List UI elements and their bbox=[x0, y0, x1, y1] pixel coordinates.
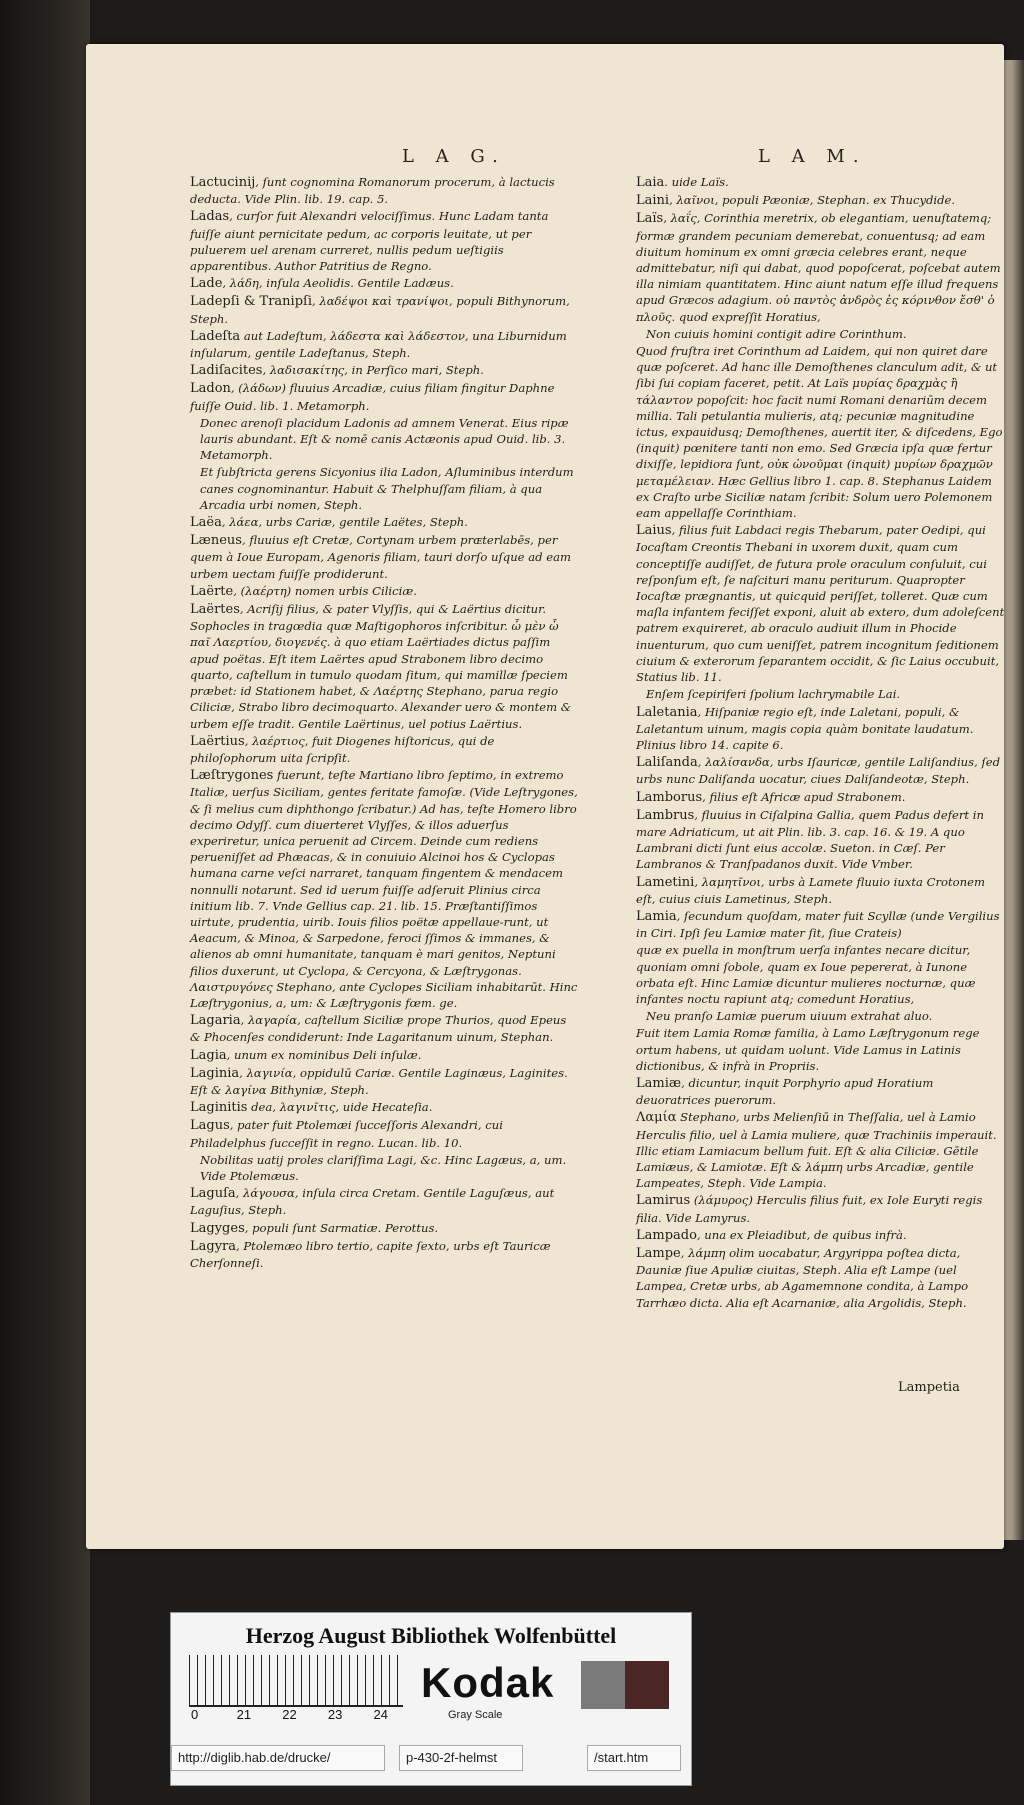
dictionary-entry bbox=[636, 908, 1008, 941]
dark-swatch bbox=[625, 1661, 669, 1709]
entry-text: , (λαέρτη) nomen urbis Ciliciæ. bbox=[233, 583, 417, 598]
dictionary-entry bbox=[190, 601, 580, 732]
dictionary-entry bbox=[636, 1192, 1008, 1225]
dictionary-entry bbox=[636, 1075, 1008, 1108]
entry-text: Stephano, urbs Melienſiū in Theſſalia, uel à Lamio Herculis filio, uel à Lamia muliere, quæ Trachiniis imperauit. Illic etiam Lamiacum bellum fuit. Eſt & alia Ciliciæ. Gētile Lamiæus, & Lamiotæ. Eſt & λάμπη urbs Arcadiæ, gentile Lampeates, Steph. Vide Lampia. bbox=[636, 1110, 997, 1191]
entry-text: , unum ex nominibus Deli inſulæ. bbox=[226, 1047, 422, 1062]
dictionary-entry bbox=[636, 1227, 1008, 1244]
entry-text: , Hiſpaniæ regio eſt, inde Laletani, populi, & Laletantum uinum, magis copia quàm bonitate laudatum. Plinius libro 14. capite 6. bbox=[636, 704, 974, 752]
entry-headword: Laërte bbox=[190, 583, 234, 599]
dictionary-entry bbox=[190, 362, 580, 379]
dictionary-entry bbox=[190, 532, 580, 582]
entry-headword: Laëa bbox=[190, 515, 222, 531]
entry-text: , λαγινία, oppidulū Cariæ. Gentile Laginæus, Laginites. Eſt & λαγίνα Bithyniæ, Steph. bbox=[190, 1065, 568, 1097]
entry-text: , (λάδων) fluuius Arcadiæ, cuius filiam fingitur Daphne fuiſſe Ouid. lib. 1. Metamorph. bbox=[190, 381, 555, 413]
entry-text: , λαδέψοι καὶ τρανίψοι, populi Bithynorum, Steph. bbox=[190, 294, 570, 326]
dictionary-entry bbox=[190, 380, 580, 413]
scan-left-edge bbox=[0, 0, 90, 1805]
entry-text: Et ſubſtricta gerens Sicyonius ilia Ladon, Aſluminibus interdum canes cognominantur. Habuit & Thelphuſſam filiam, à qua Arcadia urbi nomen, Steph. bbox=[200, 465, 574, 512]
entry-headword: Ladiſacites bbox=[190, 363, 263, 379]
dictionary-entry bbox=[636, 326, 1008, 342]
entry-text: , λαέρτιος, fuit Diogenes hiſtoricus, qui de philoſophorum uita ſcripſit. bbox=[190, 733, 495, 765]
dictionary-entry bbox=[636, 789, 1008, 806]
entry-headword: Laletania bbox=[636, 704, 698, 720]
dictionary-entry bbox=[190, 328, 580, 361]
entry-headword: Læſtrygones bbox=[190, 768, 274, 784]
entry-headword: Laius bbox=[636, 523, 672, 539]
entry-headword: Lagyra bbox=[190, 1238, 237, 1254]
dictionary-entry bbox=[190, 1185, 580, 1218]
dictionary-entry bbox=[636, 192, 1008, 209]
kodak-logo: Kodak bbox=[421, 1659, 555, 1706]
entry-text: Quod fruſtra iret Corinthum ad Laidem, qui non quiret dare quæ poſceret. Ad hanc ille Demoſthenes clanculum adit, & ut ſibi ſui copiam faceret, petit. At Laïs μυρίας δραχμὰς ἢ τάλαντον popoſcit: hoc facit numi Romani denariūm decem millia. Tali petulantia mulieris, atq; pecuniæ magnitudine ictus, expauidusq; Demoſthenes, auertit iter, & diſcedens, Ego (inquit) pœnitere tanti non emo. Sed Græcia ipſa quæ fertur dixiſſe, lepidiora ſunt, οὐκ ὠνοῦμαι (inquit) μυρίων δραχμῶν μεταμέλειαν. Hæc Gellius libro 1. cap. 8. Stephanus Laidem ex Craſto urbe Siciliæ natam ſcribit: Solum uero Polemonem eam appellaſſe Corinthiam. bbox=[636, 344, 1003, 521]
url-row bbox=[171, 1745, 691, 1773]
dictionary-entry bbox=[636, 174, 1008, 191]
entry-text: fuerunt, teſte Martiano libro ſeptimo, in extremo Italiæ, uerſus Siciliam, gentes feritate famoſæ. (Vide Leſtrygones, & ſi melius cum diphthongo ſcribatur.) Ad has, teſte Homero libro decimo Odyſſ. cum diuerteret Vlyſſes, & illos aduerſus experiretur, unica peruenit ad Circem. Deinde cum rediens perueniſſet ad Phæacas, & in conuiuio Alcinoi hos & Cyclopas humana carne veſci narraret, tanquam fingentem & mendacem nonnulli notarunt. Sed id uerum fuiſſe adſeruit Plinius circa initium lib. 7. Vnde Gellius cap. 21. lib. 15. Præſtantiſſimos uirtute, prudentia, uirib. Iouis filios poëtæ appellaue-runt, ut Aeacum, & Minoa, & Sarpedone, feroci ſſimos & immanes, & alienos ab omni humanitate, tanquam è mari genitos, Neptuni filios duxerunt, ut Cyclopa, & Cercyona, & Læſtrygonas. Λαιστρυγόνες Stephano, ante Cyclopes Siciliam inhabitarūt. Hinc Læſtrygonius, a, um: & Læſtrygonis fœm. ge. bbox=[190, 768, 578, 1010]
dictionary-entry bbox=[636, 1025, 1008, 1074]
entry-text: quæ ex puella in monſtrum uerſa infantes necare dicitur, quoniam omni ſobole, quam ex Ioue pepererat, à Iunone orbata eſt. Hinc Lamiæ dicuntur mulieres nocturnæ, quæ infantes noctu rapiunt atq; comedunt Horatius, bbox=[636, 943, 976, 1006]
entry-headword: Ladas bbox=[190, 209, 230, 225]
entry-text: , λάεα, urbs Cariæ, gentile Laëtes, Steph. bbox=[221, 515, 468, 530]
dictionary-entry bbox=[190, 415, 580, 464]
entry-text: Enſem ſcepiriferi ſpolium lachrymabile Lai. bbox=[646, 687, 901, 702]
entry-headword: Lagia bbox=[190, 1047, 227, 1063]
entry-text: , filius fuit Labdaci regis Thebarum, pater Oedipi, qui Iocaſtam Creontis Thebani in uxorem duxit, quam cum conceptiſſe audiſſet, de futura prole oraculum conſuluit, cui reſponſum eſt, ſe naſcituri manu periturum. Quapropter Iocaſtæ prægnantis, ut quicquid periſſet, tolleret. Quæ cum maſla infantem feciſſet exponi, aluit ab extero, dum adoleſcent patrem exquireret, ab oraculo audiuit illum in Phocide inuenturum, quo cum ueniſſet, patrem incognitum ſeditionem ciuium & exterorum ſeparantem occidit, & ſic Laius occubuit, Statius lib. 11. bbox=[636, 523, 1005, 685]
entry-headword: Læneus bbox=[190, 533, 242, 549]
entry-headword: Lampe bbox=[636, 1246, 681, 1261]
entry-text: , λαγαρία, caſtellum Siciliæ prope Thurios, quod Epeus & Phocenſes condiderunt: Inde Lagaritanum uinum, Stephan. bbox=[190, 1013, 567, 1045]
entry-text: , ſecundum quoſdam, mater fuit Scyllæ (unde Vergilius in Ciri. Ipſi ſeu Lamiæ mater ſit, ſiue Crateis) bbox=[636, 908, 1000, 941]
dictionary-entry bbox=[636, 210, 1008, 324]
entry-text: , λαῖνοι, populi Pæoniæ, Stephan. ex Thucydide. bbox=[669, 193, 956, 208]
catchword: Lampetia bbox=[898, 1380, 960, 1395]
entry-text: , λαδισακίτης, in Perſico mari, Steph. bbox=[262, 363, 484, 378]
entry-headword: Laguſa bbox=[190, 1186, 236, 1202]
dictionary-entry bbox=[190, 1065, 580, 1098]
dictionary-entry bbox=[190, 1012, 580, 1045]
entry-text: , λαλίσανδα, urbs Iſauricæ, gentile Laliſandius, ſed urbs nunc Daliſanda uocatur, ciues Daliſandeotæ, Steph. bbox=[636, 755, 1001, 787]
entry-headword: Lambrus bbox=[636, 807, 695, 823]
dictionary-entry bbox=[636, 343, 1008, 521]
entry-text: aut Ladeſtum, λάδεστα καὶ λάδεστον, una Liburnidum inſularum, gentile Ladeſtanus, Steph. bbox=[190, 328, 567, 361]
url-id-link[interactable]: p-430-2f-helmst bbox=[399, 1745, 523, 1771]
entry-text: dea, λαγινῖτις, uide Hecateſia. bbox=[247, 1100, 433, 1115]
dictionary-entry bbox=[190, 733, 580, 766]
entry-text: , λάμπη olim uocabatur, Argyrippa poſtea dicta, Dauniæ ſiue Apuliæ ciuitas, Steph. Alia eſt Lampe (uel Lampea, Cretæ urbs, ab Agamemnone condita, à Lampo Tarrhæo dicta. Alia eſt Acarnaniæ, alia Argolidis, Steph. bbox=[636, 1246, 969, 1310]
entry-headword: Lagyges bbox=[190, 1220, 245, 1236]
entry-text: , λαΐς, Corinthia meretrix, ob elegantiam, uenuſtatemq; formæ grandem pecuniam demerebat, conuentusq; ad eam diuitum hominum ex omni græcia celebres erant, neque admittebatur, niſi qui dabat, quod popoſcerat, poſcebat autem illa nimiam quantitatem. Hinc aiunt natum eſſe illud frequens apud Græcos adagium. οὐ παντὸς ἀνδρὸς ἐς κόρινθον ἔσθ' ὁ πλοῦς. quod expreſſit Horatius, bbox=[636, 211, 1001, 324]
entry-text: , curſor fuit Alexandri velociſſimus. Hunc Ladam tanta fuiſſe aiunt pernicitate pedum, ac corporis leuitate, ut per puluerem uel arenam curreret, nullis pedum ueſtigiis apparentibus. Author Patritius de Regno. bbox=[190, 209, 549, 274]
dictionary-entry bbox=[190, 514, 580, 531]
entry-headword: Lamirus bbox=[636, 1193, 691, 1209]
entry-text: , λάδη, inſula Aeolidis. Gentile Ladæus. bbox=[222, 276, 454, 291]
ruler-number: 0 bbox=[191, 1707, 199, 1722]
dictionary-entry bbox=[190, 1152, 580, 1184]
ruler-number: 23 bbox=[327, 1707, 343, 1722]
library-color-strip bbox=[170, 1612, 692, 1786]
entry-headword: Laginitis bbox=[190, 1100, 248, 1116]
url-base-link[interactable]: http://diglib.hab.de/drucke/ bbox=[171, 1745, 385, 1771]
entry-headword: Lade bbox=[190, 276, 223, 292]
dictionary-entry bbox=[190, 1117, 580, 1150]
running-head-right: L A M. bbox=[758, 146, 867, 167]
entry-headword: Laliſanda bbox=[636, 755, 698, 771]
entry-headword: Laginia bbox=[190, 1065, 240, 1081]
entry-headword: Lactucinij bbox=[190, 175, 256, 190]
entry-text: , λαμητῖνοι, urbs à Lamete fluuio iuxta Crotonem eſt, cuius ciuis Lametinus, Steph. bbox=[636, 874, 985, 906]
entry-text: (λάμυρος) Herculis filius fuit, ex Iole Euryti regis filia. Vide Lamyrus. bbox=[636, 1193, 983, 1225]
entry-text: Fuit item Lamia Romæ familia, à Lamo Læſtrygonum rege ortum habens, ut quidam uolunt. Vide Lamus in Latinis dictionibus, & infrà in Propriis. bbox=[636, 1026, 980, 1073]
dictionary-entry bbox=[636, 686, 1008, 702]
ruler-scale bbox=[189, 1655, 403, 1707]
entry-headword: Ladepſi & Tranipſi bbox=[190, 294, 312, 310]
entry-text: Neu pranſo Lamiæ puerum uiuum extrahat aluo. bbox=[646, 1009, 933, 1024]
dictionary-entry bbox=[636, 807, 1008, 873]
entry-text: , fluuius in Ciſalpina Gallia, quem Padus defert in mare Adriaticum, ut ait Plin. lib. 3. cap. 16. & 19. A quo Lambrani dicti ſunt eius accolæ. Sueton. in Cæſ. Per Lambranos & Tranſpadanos duxit. Vide Vmber. bbox=[636, 807, 984, 872]
ruler-number: 24 bbox=[373, 1707, 388, 1722]
entry-headword: Laini bbox=[636, 193, 670, 209]
ruler-number: 22 bbox=[282, 1707, 297, 1722]
entry-text: , pater fuit Ptolemæi ſucceſſoris Alexandri, cui Philadelphus ſucceſſit in regno. Lucan. lib. 10. bbox=[190, 1118, 503, 1150]
ruler-numbers bbox=[191, 1707, 571, 1722]
dictionary-entry bbox=[190, 1099, 580, 1116]
dictionary-entry bbox=[190, 464, 580, 513]
entry-headword: Lamiæ bbox=[636, 1075, 682, 1091]
dictionary-entry bbox=[636, 522, 1008, 685]
entry-headword: Lamborus bbox=[636, 789, 703, 805]
entry-text: , ſunt cognomina Romanorum procerum, à lactucis deducta. Vide Plin. lib. 19. cap. 5. bbox=[190, 175, 555, 207]
entry-headword: Laïs bbox=[636, 211, 664, 227]
entry-headword: Lagus bbox=[190, 1118, 230, 1134]
dictionary-entry bbox=[190, 767, 580, 1011]
dictionary-entry bbox=[190, 174, 580, 207]
entry-headword: Laia bbox=[636, 175, 665, 190]
entry-headword: Lametini bbox=[636, 874, 695, 890]
dictionary-entry bbox=[190, 1220, 580, 1237]
ruler-number: 21 bbox=[236, 1707, 252, 1722]
entry-headword: Lampado bbox=[636, 1227, 697, 1243]
url-end-link[interactable]: /start.htm bbox=[587, 1745, 681, 1771]
entry-text: , Ptolemæo libro tertio, capite ſexto, urbs eſt Tauricæ Cherſonneſi. bbox=[190, 1238, 551, 1270]
entry-text: , fluuius eſt Cretæ, Cortynam urbem prɶterlabēs, per quem à Ioue Europam, Agenoris filiam, tauri dorſo uſque ad eam urbem uectam fuiſſe prodiderunt. bbox=[190, 533, 572, 581]
entry-text: , filius eſt Africæ apud Strabonem. bbox=[702, 789, 906, 804]
dictionary-entry bbox=[190, 1238, 580, 1271]
gray-scale-label: Gray Scale bbox=[448, 1709, 503, 1721]
entry-text: , populi ſunt Sarmatiæ. Perottus. bbox=[244, 1220, 439, 1235]
entry-text: , Acriſij filius, & pater Vlyſſis, qui & Laërtius dicitur. Sophocles in tragœdia quæ Maſtigophoros inſcribitur. ὦ μὲν ὦ παῖ Λαερτίου, διογενές. à quo etiam Laërtiades dictus paſſim apud poëtas. Eſt item Laërtes apud Strabonem libro decimo quarto, caſtellum in tumulo quodam ſitum, qui mamillæ ſpeciem præbet: id Stationem habet, & Λαέρτης Stephano, parua regio Ciliciæ, Strabo libro decimoquarto. Alexander uero & montem & urbem eſſe tradit. Gentile Laërtinus, uel potius Laërtius. bbox=[190, 602, 572, 731]
dictionary-entry bbox=[636, 704, 1008, 754]
entry-text: , λάγουσα, inſula circa Cretam. Gentile Laguſæus, aut Laguſius, Steph. bbox=[190, 1186, 555, 1218]
entry-text: , dicuntur, inquit Porphyrio apud Horatium deuoratrices puerorum. bbox=[636, 1075, 934, 1108]
dictionary-entry bbox=[636, 754, 1008, 787]
library-name: Herzog August Bibliothek Wolfenbüttel bbox=[245, 1623, 617, 1648]
dictionary-entry bbox=[190, 583, 580, 600]
entry-headword: Lagaria bbox=[190, 1013, 241, 1029]
dictionary-entry bbox=[190, 275, 580, 292]
gray-swatch bbox=[581, 1661, 625, 1709]
entry-text: . uide Laïs. bbox=[664, 175, 729, 189]
entry-text: Nobilitas uatij proles clariſſima Lagi, &c. Hinc Lagæus, a, um. Vide Ptolemæus. bbox=[200, 1152, 567, 1183]
dictionary-entry bbox=[190, 208, 580, 274]
dictionary-entry bbox=[636, 1008, 1008, 1024]
dictionary-entry bbox=[636, 1245, 1008, 1311]
entry-text: , una ex Pleiadibut, de quibus infrà. bbox=[696, 1227, 907, 1242]
dictionary-entry bbox=[636, 874, 1008, 907]
entry-headword: Ladeſta bbox=[190, 328, 241, 344]
entry-headword: Λαμία bbox=[636, 1110, 677, 1126]
dictionary-entry bbox=[190, 293, 580, 326]
entry-headword: Laërtius bbox=[190, 733, 245, 749]
dictionary-entry bbox=[190, 1047, 580, 1064]
dictionary-entry bbox=[636, 942, 1008, 1007]
entry-text: Donec arenoſi placidum Ladonis ad amnem Venerat. Eius ripæ lauris abundant. Eſt & nomē canis Actæonis apud Ouid. lib. 3. Metamorph. bbox=[200, 415, 569, 463]
entry-headword: Lamia bbox=[636, 908, 677, 924]
running-head-left: L A G. bbox=[402, 146, 506, 167]
entry-text: Non cuiuis homini contigit adire Corinthum. bbox=[646, 326, 907, 341]
entry-headword: Ladon bbox=[190, 381, 231, 397]
dictionary-entry bbox=[636, 1109, 1008, 1191]
entry-headword: Laërtes bbox=[190, 602, 240, 618]
